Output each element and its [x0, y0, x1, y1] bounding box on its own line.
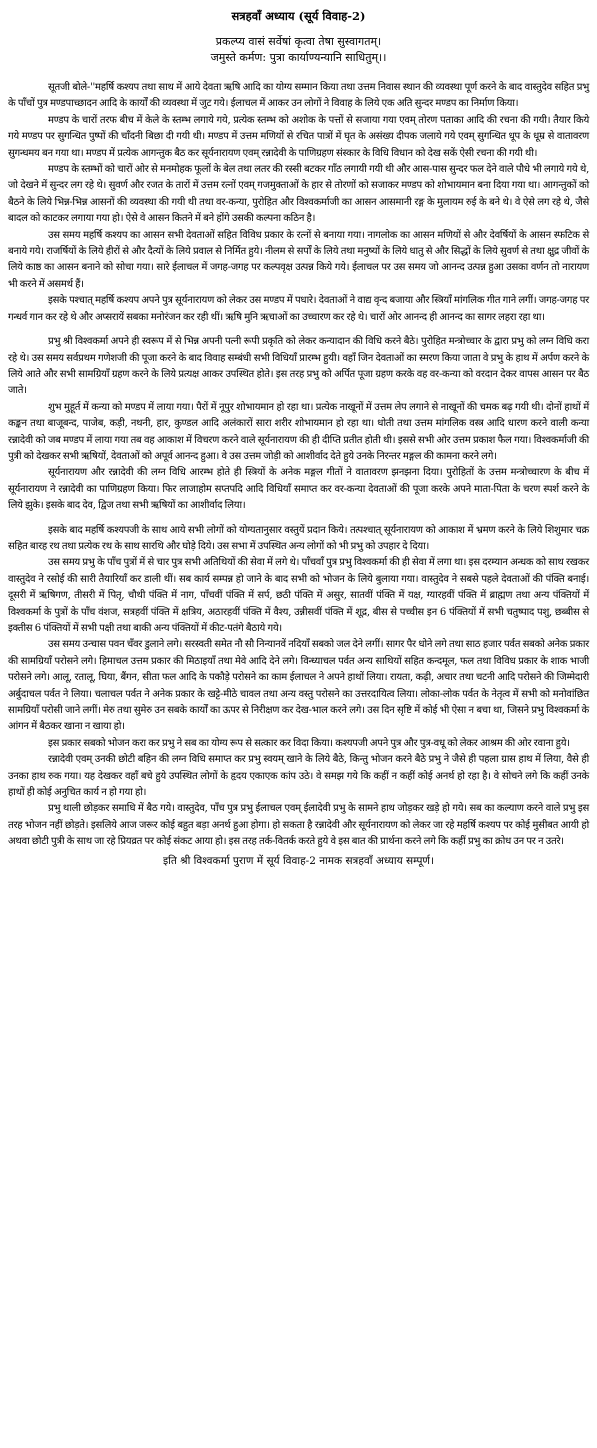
body-paragraph: इस प्रकार सबको भोजन करा कर प्रभु ने सब का योग्य रूप से सत्कार कर विदा किया। कश्यपजी अपने पुत्र और पुत्र-वधू को लेकर आश्रम की ओर रवाना हुये।: [48, 737, 570, 749]
opening-verse: [8, 34, 589, 66]
verse-line: जमुस्ते कर्मण: पुत्रा कार्याण्यन्यानि साधितुम्।।: [210, 51, 387, 64]
chapter-title: सत्रहवाँ अध्याय (सूर्य विवाह-2): [231, 9, 366, 23]
body-paragraph: उस समय प्रभु के पाँच पुत्रों में से चार पुत्र सभी अतिथियों की सेवा में लगे थे। पाँचवाँ पुत्र प्रभु विश्वकर्मा की ही सेवा में लगा था। इस दरम्यान अन्धक को साथ रखकर वास्तुदेव ने रसोई की सारी तैयारियाँ कर डाली थीं। सब कार्य सम्पन्न हो जाने के बाद सभी को भोजन के लिये बुलाया गया। वास्तुदेव ने सबसे पहले देवताओं की पंक्ति बनाई। दूसरी में ऋषिगण, तीसरी में पितृ, चौथी पंक्ति में नाग, पाँचवीं पंक्ति में सर्प, छठी पंक्ति में असुर, सातवीं पंक्ति में यक्ष, ग्यारहवीं पंक्ति में ब्राह्मण तथा अन्य पंक्तियों में विश्वकर्मा के पुत्रों के पाँच वंशज, सत्रहवीं पंक्ति में क्षत्रिय, अठारहवीं पंक्ति में वैश्य, उन्नीसवीं पंक्ति में शूद्र, बीस से पच्चीस इन 6 पंक्तियों में सभी चतुष्पाद पशु, छब्बीस से इक्तीस 6 पंक्तियों में सभी पक्षी तथा बाकी अन्य पंक्तियों में कीट-पतंगे बैठाये गये।: [8, 557, 589, 634]
body-paragraph: उस समय महर्षि कश्यप का आसन सभी देवताओं सहित विविध प्रकार के रत्नों से बनाया गया। नागलोक का आसन मणियों से और देवर्षियों के आसन स्फटिक से बनाये गये। राजर्षियों के लिये हीरों से और दैत्यों के लिये प्रवाल से निर्मित हुये। नीलम से सर्पों के लिये तथा मनुष्यों के लिये धातु से और सिद्धों के लिये सुवर्ण से तथा क्षुद्र जीवों के लिये काष्ठ का आसन बनाने को सोचा गया। सारे ईलाचल में जगह-जगह पर कल्पवृक्ष उत्पन्न किये गये। ईलाचल पर उस समय जो आनन्द उत्पन्न हुआ उसका वर्णन तो नारायण भी करने में असमर्थ हैं।: [8, 229, 589, 290]
body-paragraph: इसके पश्चात् महर्षि कश्यप अपने पुत्र सूर्यनारायण को लेकर उस मण्डप में पधारे। देवताओं ने वाद्य वृन्द बजाया और स्त्रियाँ मांगलिक गीत गाने लगीं। जगह-जगह पर गन्धर्व गान कर रहे थे और अप्सरायें सबका मनोरंजन कर रही थीं। ऋषि मुनि ऋचाओं का उच्चारण कर रहे थे। चारों ओर आनन्द ही आनन्द का सागर लहरा रहा था।: [8, 295, 589, 323]
paragraph-gap: [8, 515, 589, 523]
paragraph-gap: [8, 326, 589, 334]
body-paragraph: मण्डप के स्तम्भों को चारों ओर से मनमोहक फूलों के बेल तथा लतर की रस्सी बटकर गाँठ लगायी गयी थी और आस-पास सुन्दर फल देने वाले पौधे भी लगाये गये थे, जो देखने में सुन्दर लग रहे थे। सुवर्ण और रजत के तारों में उत्तम रत्नों एवम् गजमुक्ताओं के हार से तोरणों को सजाकर मण्डप को शोभायमान बना दिया गया था। आगन्तुकों को बैठने के लिये भिन्न-भिन्न आसनों की व्यवस्था की गयी थी तथा वर-कन्या, पुरोहित और विश्वकर्माजी का आसन आसमानी रङ्ग के मुलायम रुई के बने थे। वे ऐसे लग रहे थे, जैसे बादल को काटकर लगाया गया हो। ऐसे वे आसन कितने में बने होंगे उसकी कल्पना कठिन है।: [8, 164, 589, 225]
body-paragraph: उस समय उन्चास पवन चँवर डुलाने लगे। सरस्वती समेत नौ सौ निन्यानवें नदियाँ सबको जल देने लगीं। सागर पैर धोने लगे तथा साठ हजार पर्वत सबको अनेक प्रकार की सामग्रियाँ परोसने लगे। हिमाचल उत्तम प्रकार की मिठाइयाँ तथा मेवे आदि देने लगे। विन्ध्याचल पर्वत अन्य साथियों सहित कन्दमूल, फल तथा विविध प्रकार के शाक भाजी परोसने लगे। आलू, रतालू, घिया, बैंगन, सीता फल आदि के पकौड़े परोसने का काम ईलाचल ने अपने हाथों लिया। रायता, कढ़ी, अचार तथा चटनी आदि परोसने की जिम्मेदारी अर्बुदाचल पर्वत ने लिया। चलाचल पर्वत ने अनेक प्रकार के खट्टे-मीठे चावल तथा अन्य वस्तु परोसने का उत्तरदायित्व लिया। लोका-लोक पर्वत के नेतृत्व में सभी को मनोवांछित सामग्रियाँ परोसी जाने लगीं। मेरु तथा सुमेरु उन सबके कार्यों का ऊपर से निरीक्षण कर देख-भाल करने लगे। उस दिन सृष्टि में कोई भी ऐसा न बचा था, जिसने प्रभु विश्वकर्मा के आंगन में बैठकर खाना न खाया हो।: [8, 639, 589, 733]
body-paragraph: सूर्यनारायण और रन्नादेवी की लग्न विधि आरम्भ होते ही स्त्रियों के अनेक मङ्गल गीतों ने वातावरण झनझना दिया। पुरोहितों के उत्तम मन्त्रोच्चारण के बीच में सूर्यनारायण ने रन्नादेवी का पाणिग्रहण किया। फिर लाजाहोम सप्तपदि आदि विधियाँ समाप्त कर वर-कन्या देवताओं की पूजा करके अपने माता-पिता के चरण स्पर्श करने के लिये झुके। इसके बाद देव, द्विज तथा सभी ऋषियों का आशीर्वाद लिया।: [8, 467, 589, 512]
body-paragraph: मण्डप के चारों तरफ बीच में केले के स्तम्भ लगाये गये, प्रत्येक स्तम्भ को अशोक के पत्तों से सजाया गया एवम् तोरण पताका आदि की रचना की गयी। तैयार किये गये मण्डप पर सुगन्धित पुष्पों की चाँदनी बिछा दी गयी थी। मण्डप में उत्तम मणियों से रचित पात्रों में घृत के असंख्य दीपक जलाये गये एवम् सुगन्धित धूप के धूम्र से वातावरण सुगन्धमय बन गया था। मण्डप में प्रत्येक आगन्तुक बैठ कर सूर्यनारायण एवम् रन्नादेवी के पाणिग्रहण संस्कार के विधि विधान को देख सकें ऐसी रचना की गयी थी।: [8, 114, 589, 159]
body-paragraph: सूतजी बोले-''महर्षि कश्यप तथा साथ में आये देवता ऋषि आदि का योग्य सम्मान किया तथा उत्तम निवास स्थान की व्यवस्था पूर्ण करने के बाद वास्तुदेव सहित प्रभु के पाँचों पुत्र मण्डपाच्छादन आदि के कार्यों की व्यवस्था में जुट गये। ईलाचल में आकर उन लोगों ने विवाह के लिये एक अति सुन्दर मण्डप का निर्माण किया।: [8, 82, 589, 110]
body-paragraph: प्रभु थाली छोड़कर समाधि में बैठ गये। वास्तुदेव, पाँच पुत्र प्रभु ईलाचल एवम् ईलादेवी प्रभु के सामने हाथ जोड़कर खड़े हो गये। सब का कल्याण करने वाले प्रभु इस तरह भोजन नहीं छोड़ते। इसलिये आज जरूर कोई बहुत बड़ा अनर्थ हुआ होगा। हो सकता है रन्नादेवी और सूर्यनारायण को लेकर जा रहे महर्षि कश्यप पर कोई मुसीबत आयी हो अथवा छोटी पुत्री के साथ जा रहे प्रियव्रत पर कोई संकट आया हो। इस तरह तर्क-वितर्क करते हुये वे इस बात की प्रार्थना करने लगे कि कहीं प्रभु का क्रोध उन पर न उतरे।: [8, 803, 589, 848]
chapter-body: [8, 80, 589, 851]
chapter-colophon: इति श्री विश्वकर्मा पुराण में सूर्य विवाह-2 नामक सत्रहवाँ अध्याय सम्पूर्ण।: [162, 854, 435, 867]
body-paragraph: शुभ मुहूर्त में कन्या को मण्डप में लाया गया। पैरों में नूपुर शोभायमान हो रहा था। प्रत्येक नाखूनों में उत्तम लेप लगाने से नाखूनों की चमक बढ़ गयी थी। दोनों हाथों में कङ्कन तथा बाजूबन्द, पाजेब, कड़ी, नथनी, हार, कुण्डल आदि अलंकारों सारा शरीर शोभायमान हो रहा था। धोती तथा उत्तम मांगलिक वस्त्र आदि धारण करने वाली कन्या रन्नादेवी को जब मण्डप में लाया गया तब वह आकाश में विचरण करने वाले सूर्यनारायण की ही दीप्ति प्रतीत होती थी। इससे सभी ओर उत्तम प्रकाश फैल गया। विश्वकर्माजी की पुत्री को देखकर सभी ऋषियों, देवताओं को अपूर्व आनन्द हुआ। वे उस उत्तम जोड़ी को आशीर्वाद देते हुये उनके निरन्तर मङ्गल की कामना करने लगे।: [8, 401, 590, 462]
body-paragraph: रन्नादेवी एवम् उनकी छोटी बहिन की लग्न विधि समाप्त कर प्रभु स्वयम् खाने के लिये बैठे, किन्तु भोजन करने बैठे प्रभु ने जैसे ही पहला ग्रास हाथ में लिया, वैसे ही उनका हाथ रुक गया। यह देखकर वहाँ बचे हुये उपस्थित लोगों के हृदय एकाएक कांप उठे। वे समझ गये कि कहीं न कहीं कोई अनर्थ हो रहा है। वे सोचने लगे कि कहीं उनके हाथों ही कोई अनुचित कार्य न हो गया हो।: [8, 754, 589, 799]
body-paragraph: इसके बाद महर्षि कश्यपजी के साथ आये सभी लोगों को योग्यतानुसार वस्तुयें प्रदान किये। तत्पश्चात् सूर्यनारायण को आकाश में भ्रमण करने के लिये शिशुमार चक्र सहित बारह रथ तथा प्रत्येक रथ के साथ सारथि और घोड़े दिये। उस सभा में उपस्थित अन्य लोगों को भी प्रभु को उपहार दे दिया।: [8, 524, 589, 552]
verse-line: प्रकल्प्य वासं सर्वेषां कृत्वा तेषा सुस्वागतम्।: [215, 35, 382, 48]
body-paragraph: प्रभु श्री विश्वकर्मा अपने ही स्वरूप में से भिन्न अपनी पत्नी रूपी प्रकृति को लेकर कन्यादान की विधि करने बैठे। पुरोहित मन्त्रोच्चार के द्वारा प्रभु को लग्न विधि करा रहे थे। उस समय सर्वप्रथम गणेशजी की पूजा करने के बाद विवाह सम्बंधी सभी विधियाँ प्रारम्भ हुयी। वहाँ जिन देवताओं का स्मरण किया जाता वे प्रभु के हाथ में अर्पण करने के लिये आते और सभी सामग्रियाँ ग्रहण करने के लिये प्रत्यक्ष आकर उपस्थित होते। इस तरह प्रभु को अर्पित पूजा ग्रहण करके वह वर-कन्या को वरदान देकर वापस आसन पर बैठ जाते।: [8, 336, 589, 397]
